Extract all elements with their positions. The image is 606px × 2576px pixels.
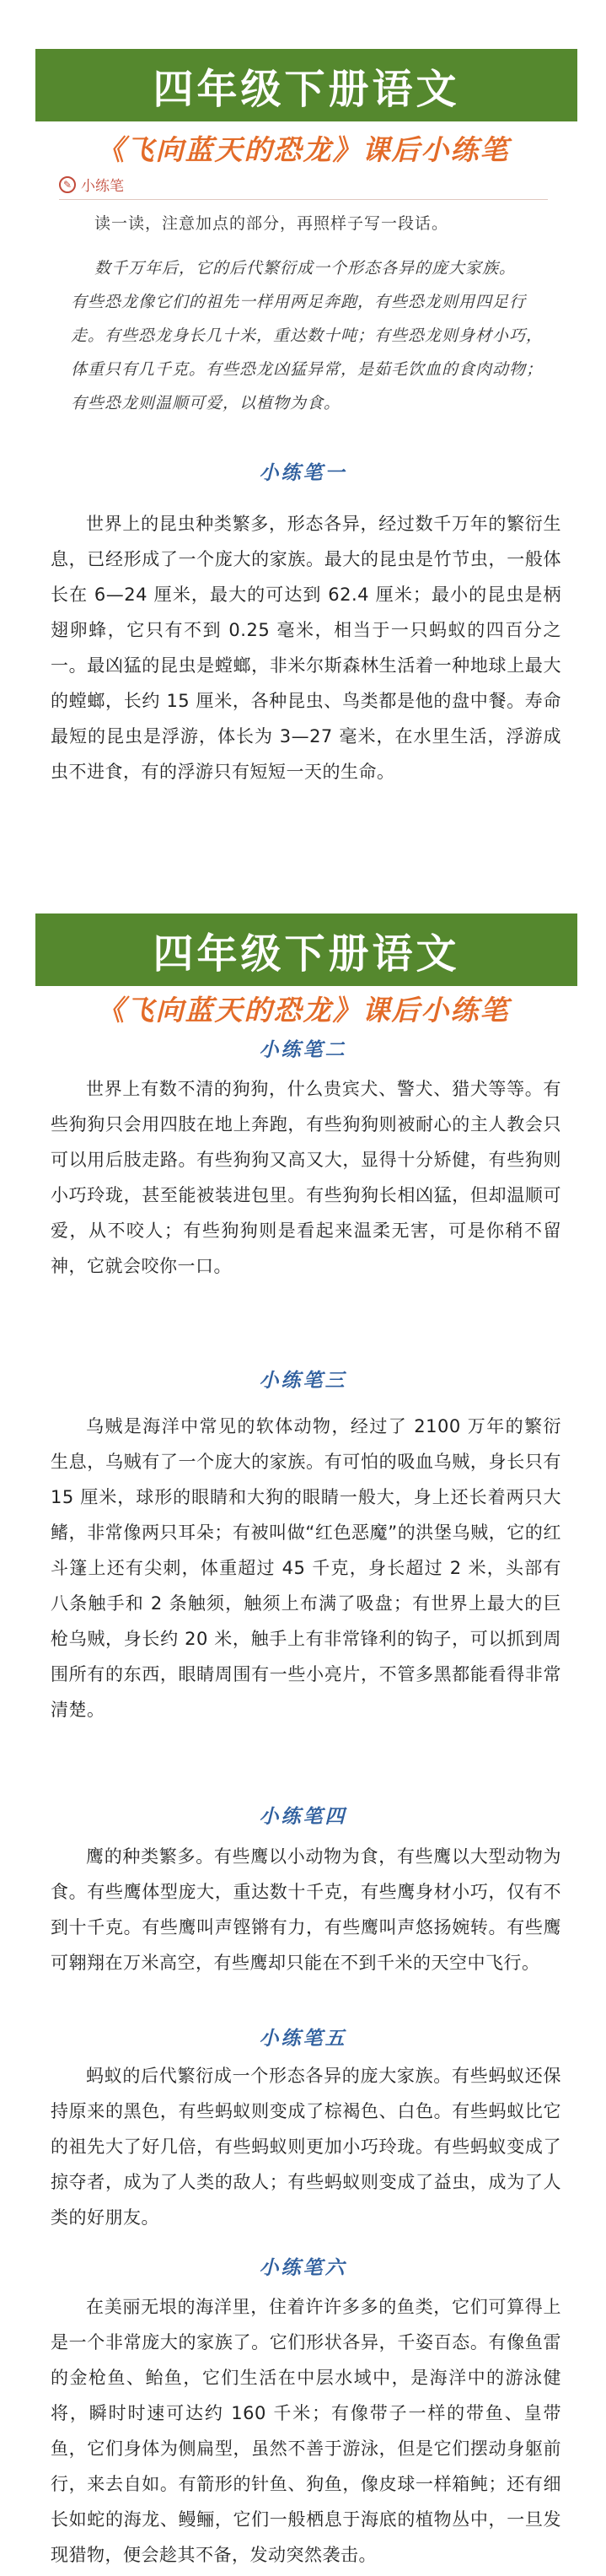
section-title: 小练笔二 bbox=[259, 1038, 347, 1061]
section-paragraph: 乌贼是海洋中常见的软体动物，经过了 2100 万年的繁衍生息，乌贼有了一个庞大的家族。有可怕的吸血乌贼，身长只有 15 厘米，球形的眼睛和大狗的眼睛一般大，身上还长着两只大鳍，非常像两只耳朵；有被叫做“红色恶魔”的洪堡乌贼，它的红斗篷上还有尖刺，体重超过 45 千克，身长超过 2 米，头部有八条触手和 2 条触须，触须上布满了吸盘；有世界上最大的巨枪乌贼，身长约 20 米，触手上有非常锋利的钩子，可以抓到周围所有的东西，眼睛周围有一些小亮片，不管多黑都能看得非常清楚。 bbox=[51, 1416, 561, 1720]
excerpt-line: 数千万年后，它的后代繁衍成一个形态各异的庞大家族。 bbox=[94, 259, 517, 278]
excerpt-line: 体重只有几千克。有些恐龙凶猛异常，是茹毛饮血的食肉动物； bbox=[71, 360, 544, 379]
page-subtitle: 《飞向蓝天的恐龙》课后小练笔 bbox=[96, 994, 510, 1027]
divider bbox=[59, 199, 548, 200]
section-paragraph: 在美丽无垠的海洋里，住着许许多多的鱼类，它们可算得上是一个非常庞大的家族了。它们形状各异，千姿百态。有像鱼雷的金枪鱼、鲐鱼，它们生活在中层水域中，是海洋中的游泳健将，瞬时时速可达约 160 千米；有像带子一样的带鱼、皇带鱼，它们身体为侧扁型，虽然不善于游泳，但是它们摆动身躯前行，来去自如。有箭形的针鱼、狗鱼，像皮球一样箱鲀；还有细长如蛇的海龙、鳗鲡，它们一般栖息于海底的植物丛中，一旦发现猎物，便会趁其不备，发动突然袭击。 bbox=[51, 2297, 561, 2565]
excerpt-line: 有些恐龙则温顺可爱，以植物为食。 bbox=[71, 394, 341, 412]
section-title: 小练笔一 bbox=[259, 461, 347, 484]
page-title: 四年级下册语文 bbox=[153, 930, 460, 978]
title-banner bbox=[35, 913, 577, 986]
section-title: 小练笔四 bbox=[259, 1805, 347, 1828]
excerpt-instruction: 读一读，注意加点的部分，再照样子写一段话。 bbox=[94, 214, 449, 233]
excerpt-line: 走。有些恐龙身长几十米，重达数十吨；有些恐龙则身材小巧， bbox=[71, 326, 544, 345]
section-paragraph: 蚂蚁的后代繁衍成一个形态各异的庞大家族。有些蚂蚁还保持原来的黑色，有些蚂蚁则变成了棕褐色、白色。有些蚂蚁比它的祖先大了好几倍，有些蚂蚁则更加小巧玲珑。有些蚂蚁变成了掠夺者，成为了人类的敌人；有些蚂蚁则变成了益虫，成为了人类的好朋友。 bbox=[51, 2066, 561, 2228]
section-title: 小练笔三 bbox=[259, 1369, 347, 1392]
section-paragraph: 世界上有数不清的狗狗，什么贵宾犬、警犬、猎犬等等。有些狗狗只会用四肢在地上奔跑，有些狗狗则被耐心的主人教会只可以用后肢走路。有些狗狗又高又大，显得十分矫健，有些狗则小巧玲珑，甚至能被装进包里。有些狗狗长相凶猛，但却温顺可爱，从不咬人；有些狗狗则是看起来温柔无害，可是你稍不留神，它就会咬你一口。 bbox=[51, 1079, 561, 1276]
title-banner bbox=[35, 49, 577, 121]
practice-tag bbox=[59, 174, 124, 195]
pencil-circle-icon: ✎ bbox=[59, 176, 76, 193]
excerpt-line: 有些恐龙像它们的祖先一样用两足奔跑，有些恐龙则用四足行 bbox=[71, 293, 527, 311]
section-paragraph: 鹰的种类繁多。有些鹰以小动物为食，有些鹰以大型动物为食。有些鹰体型庞大，重达数十千克，有些鹰身材小巧，仅有不到十千克。有些鹰叫声铿锵有力，有些鹰叫声悠扬婉转。有些鹰可翱翔在万米高空，有些鹰却只能在不到千米的天空中飞行。 bbox=[51, 1846, 561, 1973]
practice-tag-label: 小练笔 bbox=[81, 178, 124, 195]
section-title: 小练笔五 bbox=[259, 2027, 347, 2050]
section-paragraph: 世界上的昆虫种类繁多，形态各异，经过数千万年的繁衍生息，已经形成了一个庞大的家族。最大的昆虫是竹节虫，一般体长在 6—24 厘米，最大的可达到 62.4 厘米；最小的昆虫是柄翅卵蜂，它只有不到 0.25 毫米，相当于一只蚂蚁的四百分之一。最凶猛的昆虫是螳螂，非米尔斯森林生活着一种地球上最大的螳螂，长约 15 厘米，各种昆虫、鸟类都是他的盘中餐。寿命最短的昆虫是浮游，体长为 3—27 毫米，在水里生活，浮游成虫不进食，有的浮游只有短短一天的生命。 bbox=[51, 514, 561, 782]
section-title: 小练笔六 bbox=[259, 2256, 347, 2279]
page-title: 四年级下册语文 bbox=[153, 65, 460, 113]
page-subtitle: 《飞向蓝天的恐龙》课后小练笔 bbox=[96, 133, 510, 166]
textbook-excerpt bbox=[71, 251, 568, 420]
